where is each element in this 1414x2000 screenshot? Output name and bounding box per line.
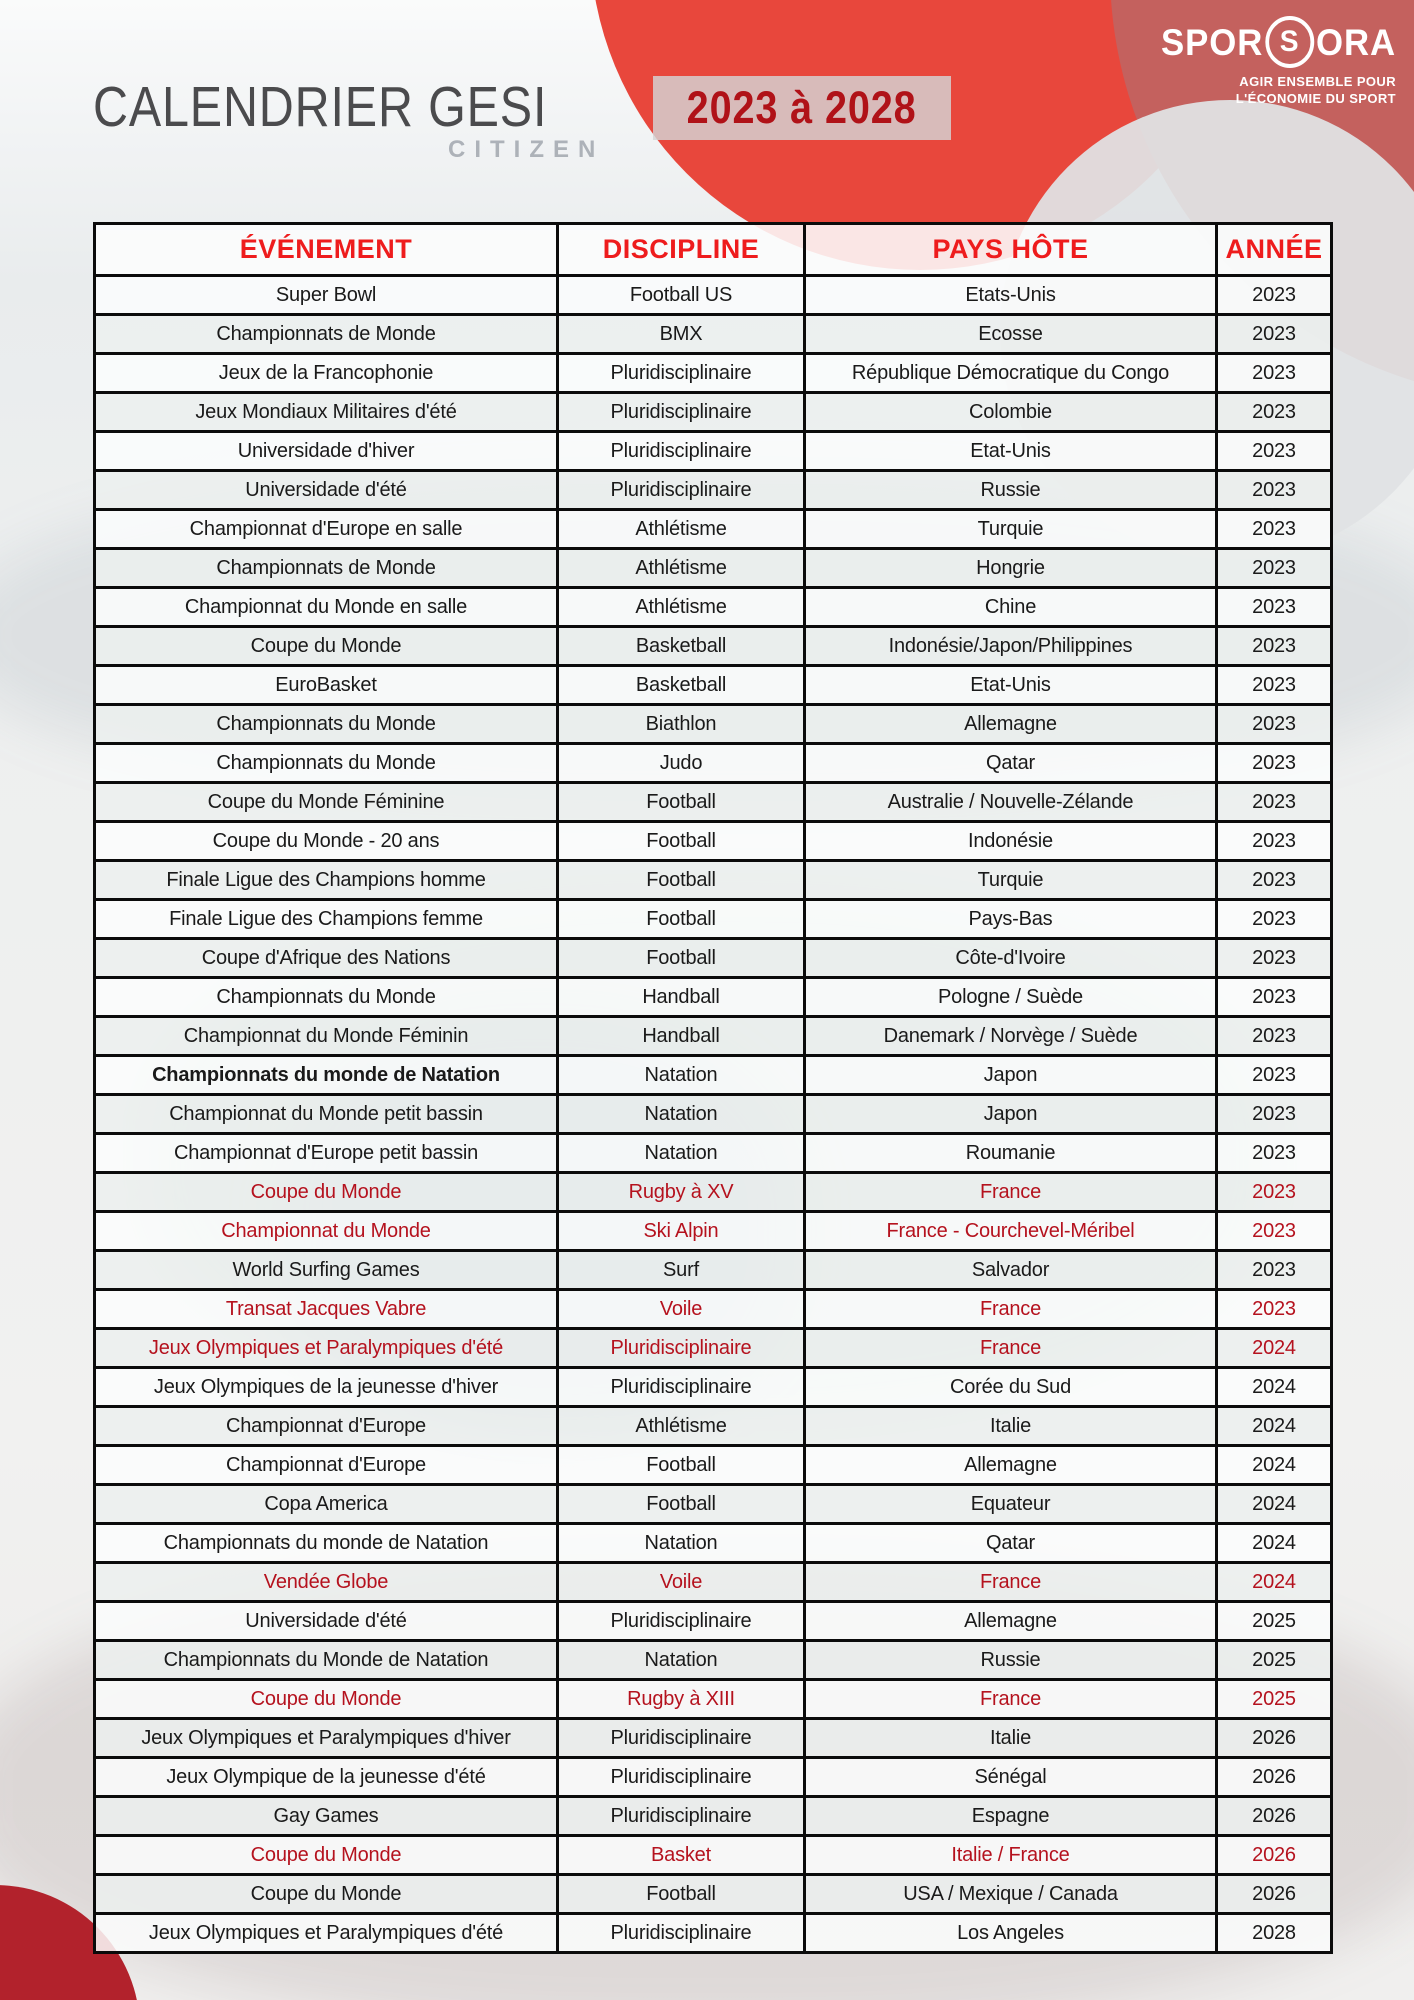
cell-host: Qatar	[805, 1524, 1217, 1563]
cell-year: 2024	[1217, 1485, 1332, 1524]
logo-text-part2: ORA	[1315, 21, 1396, 63]
logo-tagline-line1: AGIR ENSEMBLE POUR	[1239, 74, 1396, 89]
cell-host: Danemark / Norvège / Suède	[805, 1017, 1217, 1056]
table-row	[95, 1290, 1332, 1329]
table-row	[95, 1719, 1332, 1758]
cell-host: Indonésie	[805, 822, 1217, 861]
cell-event: Coupe du Monde - 20 ans	[95, 822, 558, 861]
cell-discipline: Natation	[558, 1095, 805, 1134]
cell-event: Jeux Olympiques de la jeunesse d'hiver	[95, 1368, 558, 1407]
cell-year: 2025	[1217, 1602, 1332, 1641]
cell-discipline: Natation	[558, 1524, 805, 1563]
cell-event: Finale Ligue des Champions homme	[95, 861, 558, 900]
cell-year: 2023	[1217, 1017, 1332, 1056]
cell-discipline: BMX	[558, 315, 805, 354]
cell-discipline: Football	[558, 900, 805, 939]
cell-discipline: Football	[558, 1875, 805, 1914]
cell-year: 2023	[1217, 471, 1332, 510]
cell-discipline: Football	[558, 1485, 805, 1524]
table-row	[95, 276, 1332, 315]
cell-host: République Démocratique du Congo	[805, 354, 1217, 393]
cell-host: Etat-Unis	[805, 432, 1217, 471]
cell-year: 2024	[1217, 1329, 1332, 1368]
cell-year: 2023	[1217, 1056, 1332, 1095]
cell-event: Championnats du monde de Natation	[95, 1056, 558, 1095]
cell-host: Etats-Unis	[805, 276, 1217, 315]
cell-host: Russie	[805, 1641, 1217, 1680]
cell-event: EuroBasket	[95, 666, 558, 705]
column-header-evenement: ÉVÉNEMENT	[95, 224, 558, 276]
cell-host: Italie / France	[805, 1836, 1217, 1875]
calendar-table	[93, 222, 1333, 1954]
cell-year: 2023	[1217, 900, 1332, 939]
cell-discipline: Football	[558, 861, 805, 900]
cell-discipline: Pluridisciplinaire	[558, 354, 805, 393]
table-row	[95, 1251, 1332, 1290]
cell-year: 2023	[1217, 315, 1332, 354]
cell-host: Colombie	[805, 393, 1217, 432]
cell-event: Championnat d'Europe en salle	[95, 510, 558, 549]
cell-year: 2023	[1217, 822, 1332, 861]
cell-event: Super Bowl	[95, 276, 558, 315]
table-row	[95, 822, 1332, 861]
cell-event: Championnat du Monde Féminin	[95, 1017, 558, 1056]
table-row	[95, 432, 1332, 471]
cell-year: 2023	[1217, 1251, 1332, 1290]
cell-discipline: Natation	[558, 1134, 805, 1173]
header-row	[95, 224, 1332, 276]
table-row	[95, 510, 1332, 549]
table-row	[95, 978, 1332, 1017]
cell-event: Universidade d'hiver	[95, 432, 558, 471]
cell-year: 2023	[1217, 705, 1332, 744]
cell-discipline: Football US	[558, 276, 805, 315]
column-header-discipline: DISCIPLINE	[558, 224, 805, 276]
cell-host: Corée du Sud	[805, 1368, 1217, 1407]
title-row	[93, 76, 951, 140]
cell-discipline: Handball	[558, 1017, 805, 1056]
cell-discipline: Athlétisme	[558, 549, 805, 588]
cell-year: 2023	[1217, 1212, 1332, 1251]
cell-event: Championnats du Monde de Natation	[95, 1641, 558, 1680]
cell-year: 2023	[1217, 510, 1332, 549]
cell-discipline: Surf	[558, 1251, 805, 1290]
cell-year: 2023	[1217, 666, 1332, 705]
cell-year: 2023	[1217, 783, 1332, 822]
cell-year: 2023	[1217, 1173, 1332, 1212]
cell-host: France	[805, 1329, 1217, 1368]
table-row	[95, 315, 1332, 354]
year-range-text: 2023 à 2028	[687, 82, 918, 133]
year-range-badge	[653, 76, 950, 140]
cell-discipline: Rugby à XIII	[558, 1680, 805, 1719]
cell-year: 2026	[1217, 1797, 1332, 1836]
table-row	[95, 705, 1332, 744]
cell-host: Espagne	[805, 1797, 1217, 1836]
sporsora-logo	[1146, 16, 1396, 108]
table-row	[95, 1680, 1332, 1719]
logo-tagline-line2: L'ÉCONOMIE DU SPORT	[1235, 90, 1396, 106]
cell-year: 2023	[1217, 276, 1332, 315]
cell-event: Universidade d'été	[95, 471, 558, 510]
cell-year: 2024	[1217, 1446, 1332, 1485]
background-scoreboard-text: CITIZEN	[448, 136, 605, 163]
cell-discipline: Natation	[558, 1641, 805, 1680]
cell-discipline: Pluridisciplinaire	[558, 1719, 805, 1758]
cell-year: 2023	[1217, 588, 1332, 627]
table-row	[95, 939, 1332, 978]
cell-host: Italie	[805, 1407, 1217, 1446]
sporsora-wordmark	[1161, 16, 1396, 68]
table-row	[95, 783, 1332, 822]
cell-host: Russie	[805, 471, 1217, 510]
cell-year: 2024	[1217, 1368, 1332, 1407]
cell-host: Pays-Bas	[805, 900, 1217, 939]
table-row	[95, 1758, 1332, 1797]
cell-event: Coupe du Monde	[95, 627, 558, 666]
cell-year: 2026	[1217, 1836, 1332, 1875]
cell-event: Jeux Mondiaux Militaires d'été	[95, 393, 558, 432]
table-row	[95, 1875, 1332, 1914]
cell-discipline: Basketball	[558, 666, 805, 705]
cell-discipline: Voile	[558, 1290, 805, 1329]
cell-event: Universidade d'été	[95, 1602, 558, 1641]
cell-year: 2023	[1217, 393, 1332, 432]
cell-year: 2023	[1217, 354, 1332, 393]
column-header-pays-hote: PAYS HÔTE	[805, 224, 1217, 276]
cell-discipline: Pluridisciplinaire	[558, 432, 805, 471]
cell-discipline: Pluridisciplinaire	[558, 1758, 805, 1797]
cell-event: Championnat d'Europe petit bassin	[95, 1134, 558, 1173]
table-row	[95, 861, 1332, 900]
cell-host: France	[805, 1173, 1217, 1212]
cell-event: Championnat du Monde petit bassin	[95, 1095, 558, 1134]
table-row	[95, 1173, 1332, 1212]
cell-discipline: Athlétisme	[558, 1407, 805, 1446]
cell-discipline: Pluridisciplinaire	[558, 471, 805, 510]
cell-discipline: Basketball	[558, 627, 805, 666]
cell-discipline: Natation	[558, 1056, 805, 1095]
cell-discipline: Biathlon	[558, 705, 805, 744]
cell-discipline: Rugby à XV	[558, 1173, 805, 1212]
table-row	[95, 1563, 1332, 1602]
table-row	[95, 666, 1332, 705]
table-row	[95, 354, 1332, 393]
table-row	[95, 549, 1332, 588]
cell-discipline: Pluridisciplinaire	[558, 1368, 805, 1407]
cell-year: 2026	[1217, 1719, 1332, 1758]
cell-year: 2025	[1217, 1641, 1332, 1680]
cell-event: Championnat d'Europe	[95, 1446, 558, 1485]
cell-host: Indonésie/Japon/Philippines	[805, 627, 1217, 666]
cell-host: Japon	[805, 1056, 1217, 1095]
cell-year: 2026	[1217, 1758, 1332, 1797]
cell-discipline: Pluridisciplinaire	[558, 393, 805, 432]
logo-tagline	[1146, 74, 1396, 108]
cell-event: World Surfing Games	[95, 1251, 558, 1290]
table-row	[95, 1212, 1332, 1251]
table-row	[95, 1329, 1332, 1368]
cell-host: Qatar	[805, 744, 1217, 783]
cell-discipline: Handball	[558, 978, 805, 1017]
cell-host: France	[805, 1563, 1217, 1602]
table-row	[95, 1797, 1332, 1836]
cell-year: 2024	[1217, 1563, 1332, 1602]
table-row	[95, 627, 1332, 666]
cell-year: 2023	[1217, 861, 1332, 900]
cell-year: 2023	[1217, 1134, 1332, 1173]
table-row	[95, 744, 1332, 783]
cell-host: Pologne / Suède	[805, 978, 1217, 1017]
cell-host: Chine	[805, 588, 1217, 627]
cell-host: Australie / Nouvelle-Zélande	[805, 783, 1217, 822]
cell-discipline: Football	[558, 1446, 805, 1485]
cell-event: Jeux Olympiques et Paralympiques d'été	[95, 1914, 558, 1953]
table-row	[95, 1524, 1332, 1563]
column-header-annee: ANNÉE	[1217, 224, 1332, 276]
cell-year: 2023	[1217, 744, 1332, 783]
table-row	[95, 1602, 1332, 1641]
cell-event: Jeux Olympiques et Paralympiques d'hiver	[95, 1719, 558, 1758]
cell-event: Copa America	[95, 1485, 558, 1524]
cell-host: Allemagne	[805, 1602, 1217, 1641]
cell-host: Salvador	[805, 1251, 1217, 1290]
table-row	[95, 1134, 1332, 1173]
cell-host: Turquie	[805, 861, 1217, 900]
cell-host: Ecosse	[805, 315, 1217, 354]
cell-event: Vendée Globe	[95, 1563, 558, 1602]
cell-event: Championnats du Monde	[95, 978, 558, 1017]
cell-host: Allemagne	[805, 705, 1217, 744]
logo-text-part1: SPOR	[1160, 21, 1264, 63]
cell-host: Roumanie	[805, 1134, 1217, 1173]
cell-host: Hongrie	[805, 549, 1217, 588]
table-row	[95, 1641, 1332, 1680]
cell-event: Championnats de Monde	[95, 315, 558, 354]
table-row	[95, 1407, 1332, 1446]
cell-discipline: Pluridisciplinaire	[558, 1602, 805, 1641]
table-row	[95, 900, 1332, 939]
cell-host: Allemagne	[805, 1446, 1217, 1485]
cell-year: 2023	[1217, 939, 1332, 978]
cell-host: France	[805, 1680, 1217, 1719]
cell-year: 2025	[1217, 1680, 1332, 1719]
table-row	[95, 1056, 1332, 1095]
cell-event: Championnats du monde de Natation	[95, 1524, 558, 1563]
cell-discipline: Football	[558, 822, 805, 861]
table-row	[95, 471, 1332, 510]
cell-discipline: Athlétisme	[558, 588, 805, 627]
cell-host: Equateur	[805, 1485, 1217, 1524]
cell-year: 2023	[1217, 978, 1332, 1017]
table-row	[95, 1836, 1332, 1875]
cell-year: 2023	[1217, 1290, 1332, 1329]
cell-discipline: Voile	[558, 1563, 805, 1602]
cell-host: Japon	[805, 1095, 1217, 1134]
cell-discipline: Ski Alpin	[558, 1212, 805, 1251]
cell-discipline: Pluridisciplinaire	[558, 1329, 805, 1368]
cell-year: 2028	[1217, 1914, 1332, 1953]
cell-host: France	[805, 1290, 1217, 1329]
table-row	[95, 1914, 1332, 1953]
cell-event: Coupe du Monde	[95, 1680, 558, 1719]
cell-discipline: Athlétisme	[558, 510, 805, 549]
table-row	[95, 1446, 1332, 1485]
cell-year: 2024	[1217, 1524, 1332, 1563]
cell-event: Jeux de la Francophonie	[95, 354, 558, 393]
table-row	[95, 1017, 1332, 1056]
table-row	[95, 393, 1332, 432]
cell-host: France - Courchevel-Méribel	[805, 1212, 1217, 1251]
cell-event: Championnat du Monde	[95, 1212, 558, 1251]
cell-event: Championnats du Monde	[95, 705, 558, 744]
cell-discipline: Judo	[558, 744, 805, 783]
cell-host: Etat-Unis	[805, 666, 1217, 705]
table-row	[95, 1368, 1332, 1407]
cell-discipline: Basket	[558, 1836, 805, 1875]
cell-event: Jeux Olympique de la jeunesse d'été	[95, 1758, 558, 1797]
cell-host: USA / Mexique / Canada	[805, 1875, 1217, 1914]
cell-event: Finale Ligue des Champions femme	[95, 900, 558, 939]
table-row	[95, 1095, 1332, 1134]
cell-event: Coupe du Monde Féminine	[95, 783, 558, 822]
cell-event: Championnats de Monde	[95, 549, 558, 588]
cell-discipline: Pluridisciplinaire	[558, 1797, 805, 1836]
cell-event: Gay Games	[95, 1797, 558, 1836]
cell-host: Turquie	[805, 510, 1217, 549]
cell-year: 2023	[1217, 627, 1332, 666]
logo-s-circle-icon: S	[1265, 16, 1314, 68]
cell-discipline: Football	[558, 939, 805, 978]
cell-year: 2024	[1217, 1407, 1332, 1446]
cell-event: Jeux Olympiques et Paralympiques d'été	[95, 1329, 558, 1368]
cell-year: 2023	[1217, 549, 1332, 588]
cell-host: Los Angeles	[805, 1914, 1217, 1953]
cell-host: Côte-d'Ivoire	[805, 939, 1217, 978]
cell-host: Italie	[805, 1719, 1217, 1758]
cell-discipline: Football	[558, 783, 805, 822]
cell-year: 2026	[1217, 1875, 1332, 1914]
table-row	[95, 588, 1332, 627]
cell-host: Sénégal	[805, 1758, 1217, 1797]
cell-event: Transat Jacques Vabre	[95, 1290, 558, 1329]
cell-year: 2023	[1217, 432, 1332, 471]
page-title: CALENDRIER GESI	[93, 75, 548, 140]
cell-event: Championnat du Monde en salle	[95, 588, 558, 627]
cell-event: Coupe du Monde	[95, 1875, 558, 1914]
cell-year: 2023	[1217, 1095, 1332, 1134]
table-row	[95, 1485, 1332, 1524]
cell-event: Coupe du Monde	[95, 1173, 558, 1212]
cell-event: Coupe d'Afrique des Nations	[95, 939, 558, 978]
cell-event: Championnats du Monde	[95, 744, 558, 783]
cell-event: Coupe du Monde	[95, 1836, 558, 1875]
cell-event: Championnat d'Europe	[95, 1407, 558, 1446]
cell-discipline: Pluridisciplinaire	[558, 1914, 805, 1953]
